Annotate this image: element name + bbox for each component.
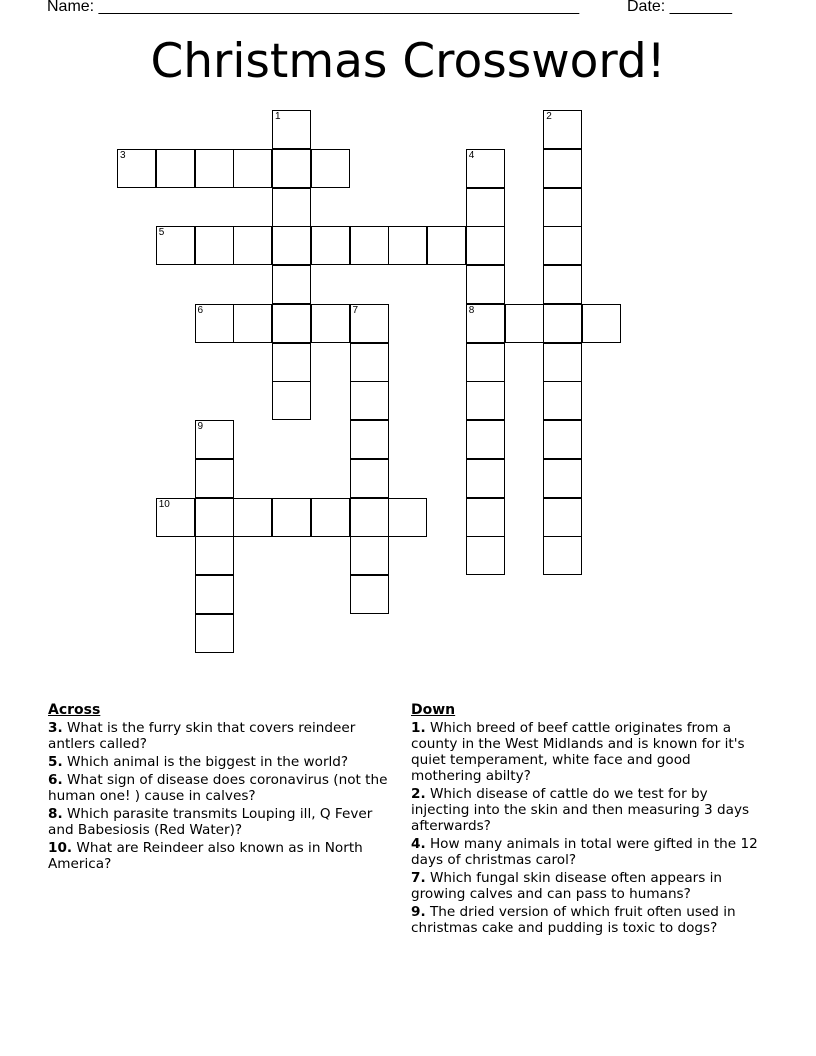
- grid-cell[interactable]: [272, 304, 311, 343]
- grid-cell[interactable]: [350, 536, 389, 575]
- grid-cell[interactable]: [350, 459, 389, 498]
- grid-cell[interactable]: [272, 498, 311, 537]
- grid-cell[interactable]: [466, 149, 505, 188]
- name-field-label[interactable]: Name: ______________________________________________________: [47, 0, 580, 15]
- across-heading: Across: [48, 702, 101, 718]
- grid-cell[interactable]: [466, 304, 505, 343]
- down-clues: [411, 701, 761, 938]
- grid-cell[interactable]: [466, 343, 505, 382]
- clue-text: Which breed of beef cattle originates from a county in the West Midlands and is known for it's quiet temperament, white face and good mothering abilty?: [411, 720, 745, 784]
- grid-cell[interactable]: [543, 226, 582, 265]
- grid-cell[interactable]: [195, 226, 234, 265]
- grid-cell[interactable]: [543, 265, 582, 304]
- clue-text: How many animals in total were gifted in the 12 days of christmas carol?: [411, 836, 758, 868]
- clue-number-label: 8: [468, 304, 475, 316]
- grid-cell[interactable]: [466, 265, 505, 304]
- grid-cell[interactable]: [350, 226, 389, 265]
- grid-cell[interactable]: [156, 498, 195, 537]
- clue-text: What sign of disease does coronavirus (not the human one! ) cause in calves?: [48, 772, 388, 804]
- grid-cell[interactable]: [466, 536, 505, 575]
- clue-number: 3.: [48, 720, 63, 736]
- page-title: Christmas Crossword!: [150, 34, 666, 89]
- grid-cell[interactable]: [195, 498, 234, 537]
- grid-cell[interactable]: [272, 110, 311, 149]
- grid-cell[interactable]: [543, 110, 582, 149]
- across-clues: [48, 701, 388, 874]
- grid-cell[interactable]: [543, 420, 582, 459]
- grid-cell[interactable]: [272, 343, 311, 382]
- grid-cell[interactable]: [272, 188, 311, 227]
- clue-number-label: 3: [120, 149, 126, 161]
- grid-cell[interactable]: [543, 381, 582, 420]
- grid-cell[interactable]: [388, 498, 427, 537]
- grid-cell[interactable]: [505, 304, 544, 343]
- clue-number-label: 1: [275, 111, 281, 122]
- clue-text: Which animal is the biggest in the world?: [66, 754, 349, 770]
- clue-text: Which fungal skin disease often appears in growing calves and can pass to humans?: [411, 870, 723, 902]
- down-clue-9: [411, 904, 761, 936]
- clue-number: 10.: [48, 840, 73, 856]
- grid-cell[interactable]: [156, 226, 195, 265]
- grid-cell[interactable]: [350, 343, 389, 382]
- grid-cell[interactable]: [466, 459, 505, 498]
- date-field-label[interactable]: Date: _______: [627, 0, 732, 15]
- across-clue-10: [48, 840, 388, 872]
- clue-number: 9.: [411, 904, 426, 920]
- grid-cell[interactable]: [272, 265, 311, 304]
- grid-cell[interactable]: [350, 575, 389, 614]
- clue-number: 6.: [48, 772, 63, 788]
- clue-text: What is the furry skin that covers reindeer antlers called?: [48, 720, 356, 752]
- grid-cell[interactable]: [543, 459, 582, 498]
- grid-cell[interactable]: [466, 420, 505, 459]
- grid-cell[interactable]: [272, 149, 311, 188]
- clue-text: Which parasite transmits Louping ill, Q Fever and Babesiosis (Red Water)?: [48, 806, 373, 838]
- grid-cell[interactable]: [543, 149, 582, 188]
- down-heading: Down: [411, 702, 456, 718]
- grid-cell[interactable]: [543, 536, 582, 575]
- grid-cell[interactable]: [350, 381, 389, 420]
- grid-cell[interactable]: [466, 226, 505, 265]
- grid-cell[interactable]: [311, 149, 350, 188]
- grid-cell[interactable]: [311, 304, 350, 343]
- clue-number: 4.: [411, 836, 426, 852]
- clue-text: What are Reindeer also known as in North America?: [48, 840, 363, 872]
- grid-cell[interactable]: [582, 304, 621, 343]
- grid-cell[interactable]: [272, 381, 311, 420]
- clue-number: 1.: [411, 720, 426, 736]
- grid-cell[interactable]: [543, 343, 582, 382]
- clue-number-label: 9: [197, 421, 204, 432]
- clue-number-label: 2: [546, 111, 552, 122]
- grid-cell[interactable]: [543, 188, 582, 227]
- clue-number: 5.: [48, 754, 63, 770]
- grid-cell[interactable]: [466, 381, 505, 420]
- grid-cell[interactable]: [195, 575, 234, 614]
- grid-cell[interactable]: [156, 149, 195, 188]
- clue-number-label: 4: [468, 149, 475, 161]
- grid-cell[interactable]: [311, 498, 350, 537]
- grid-cell[interactable]: [195, 459, 234, 498]
- grid-cell[interactable]: [233, 498, 272, 537]
- clue-text: The dried version of which fruit often used in christmas cake and pudding is toxic to dogs?: [411, 904, 736, 936]
- grid-cell[interactable]: [195, 420, 234, 459]
- clue-number-label: 10: [158, 498, 170, 510]
- grid-cell[interactable]: [350, 304, 389, 343]
- down-clue-1: [411, 720, 761, 784]
- grid-cell[interactable]: [233, 149, 272, 188]
- clue-text: Which disease of cattle do we test for by injecting into the skin and then measuring 3 days afterwards?: [411, 786, 750, 834]
- grid-cell[interactable]: [466, 498, 505, 537]
- grid-cell[interactable]: [195, 304, 234, 343]
- grid-cell[interactable]: [233, 304, 272, 343]
- grid-cell[interactable]: [195, 149, 234, 188]
- clue-number: 2.: [411, 786, 426, 802]
- grid-cell[interactable]: [350, 498, 389, 537]
- clue-number-label: 5: [158, 227, 165, 239]
- grid-cell[interactable]: [350, 420, 389, 459]
- clue-number: 7.: [411, 870, 426, 886]
- across-clue-8: [48, 806, 388, 838]
- down-clue-4: [411, 836, 761, 868]
- grid-cell[interactable]: [543, 498, 582, 537]
- grid-cell[interactable]: [466, 188, 505, 227]
- grid-cell[interactable]: [195, 536, 234, 575]
- grid-cell[interactable]: [233, 226, 272, 265]
- clue-number-label: 7: [352, 304, 359, 316]
- across-clue-3: [48, 720, 388, 752]
- grid-cell[interactable]: [543, 304, 582, 343]
- across-clue-6: [48, 772, 388, 804]
- clue-number: 8.: [48, 806, 63, 822]
- clue-number-label: 6: [197, 304, 204, 316]
- down-clue-2: [411, 786, 761, 834]
- grid-cell[interactable]: [195, 614, 234, 653]
- grid-cell[interactable]: [427, 226, 466, 265]
- across-clue-5: [48, 754, 388, 770]
- down-clue-7: [411, 870, 761, 902]
- grid-cell[interactable]: [117, 149, 156, 188]
- grid-cell[interactable]: [272, 226, 311, 265]
- grid-cell[interactable]: [388, 226, 427, 265]
- grid-cell[interactable]: [311, 226, 350, 265]
